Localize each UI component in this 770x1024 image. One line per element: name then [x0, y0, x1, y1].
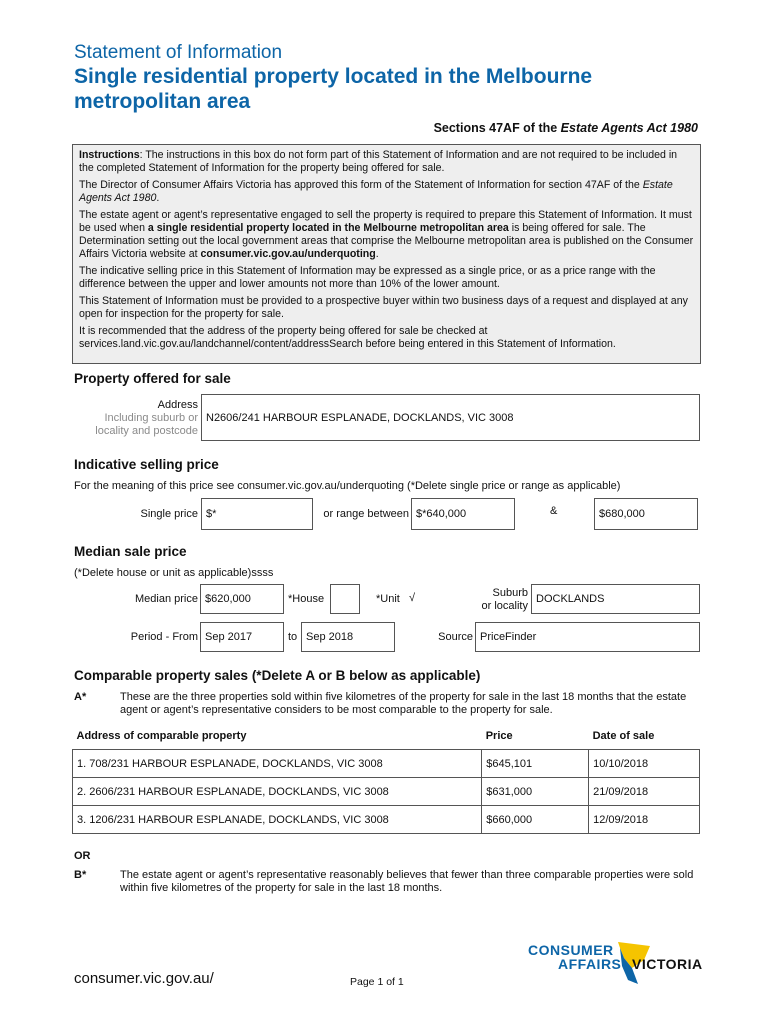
comparable-address-cell[interactable]: 2. 2606/231 HARBOUR ESPLANADE, DOCKLANDS, VIC 3008 [73, 778, 482, 806]
indicative-heading: Indicative selling price [74, 457, 219, 472]
comparable-address-cell[interactable]: 3. 1206/231 HARBOUR ESPLANADE, DOCKLANDS, VIC 3008 [73, 806, 482, 834]
instructions-p4: The indicative selling price in this Statement of Information may be expressed as a single price, or as a price range with the difference between the upper and lower amounts not more than 10% of the lower amount. [79, 265, 656, 290]
single-price-field[interactable]: $* [201, 498, 313, 530]
range-low-field[interactable]: $*640,000 [411, 498, 515, 530]
column-header: Date of sale [592, 730, 655, 742]
range-label: or range between [323, 508, 409, 520]
footer-url[interactable]: consumer.vic.gov.au/ [74, 970, 214, 987]
single-price-label: Single price [140, 508, 198, 520]
column-header: Price [485, 730, 513, 742]
source-field[interactable]: PriceFinder [475, 622, 700, 652]
period-from-label: Period - From [130, 631, 198, 643]
house-checkbox[interactable] [330, 584, 360, 614]
instructions-box [72, 144, 701, 364]
comparable-address-cell[interactable]: 1. 708/231 HARBOUR ESPLANADE, DOCKLANDS, VIC 3008 [73, 750, 482, 778]
period-to-field[interactable]: Sep 2018 [301, 622, 395, 652]
median-heading: Median sale price [74, 544, 187, 559]
unit-label: *Unit [376, 593, 400, 605]
column-header: Address of comparable property [76, 730, 247, 742]
comparable-date-cell[interactable]: 10/10/2018 [589, 750, 700, 778]
table-row [73, 806, 700, 834]
source-label: Source [438, 631, 473, 643]
period-to-label: to [288, 631, 298, 643]
form-title: Single residential property located in the Melbourne metropolitan area [74, 65, 593, 113]
underquoting-link[interactable]: consumer.vic.gov.au/underquoting [200, 248, 376, 260]
option-b-text: The estate agent or agent’s representative reasonably believes that fewer than three comparable properties were sold within five kilometres of the property for sale in the last 18 months. [120, 869, 694, 894]
comparable-table [72, 723, 700, 834]
range-ampersand: & [550, 505, 558, 517]
option-a-label: A* [74, 691, 87, 703]
property-heading: Property offered for sale [74, 371, 231, 386]
instructions-p5: This Statement of Information must be provided to a prospective buyer within two business days of a request and displayed at any open for inspection for the property for sale. [79, 295, 688, 320]
address-label: Address Including suburb or locality and postcode [95, 399, 198, 437]
form-subtitle: Statement of Information [74, 42, 283, 63]
comparable-heading: Comparable property sales (*Delete A or B below as applicable) [74, 668, 481, 683]
comparable-price-cell[interactable]: $645,101 [482, 750, 589, 778]
logo-line-victoria: VICTORIA [632, 956, 703, 972]
suburb-field[interactable]: DOCKLANDS [531, 584, 700, 614]
consumer-affairs-victoria-logo [528, 940, 704, 988]
comparable-header-row [73, 723, 700, 750]
period-from-field[interactable]: Sep 2017 [200, 622, 284, 652]
unit-check-mark[interactable]: √ [409, 592, 416, 604]
house-label: *House [288, 593, 325, 605]
sections-reference: Sections 47AF of the Estate Agents Act 1980 [433, 121, 698, 135]
logo-line-affairs: AFFAIRS [558, 956, 622, 972]
or-label: OR [74, 850, 91, 862]
median-note: (*Delete house or unit as applicable)ssss [74, 567, 274, 579]
comparable-date-cell[interactable]: 21/09/2018 [589, 778, 700, 806]
indicative-note: For the meaning of this price see consumer.vic.gov.au/underquoting (*Delete single price or range as applicable) [74, 480, 621, 492]
table-row [73, 750, 700, 778]
range-high-field[interactable]: $680,000 [594, 498, 698, 530]
comparable-price-cell[interactable]: $660,000 [482, 806, 589, 834]
instructions-p1: Instructions: The instructions in this box do not form part of this Statement of Information and are not required to be included in the completed Statement of Information for the property being offered for sale. [79, 149, 678, 174]
instructions-p2: The Director of Consumer Affairs Victoria has approved this form of the Statement of Information for section 47AF of the Estate Agents Act 1980. [79, 179, 673, 204]
page-number: Page 1 of 1 [350, 976, 404, 988]
table-row [73, 778, 700, 806]
option-a-text: These are the three properties sold within five kilometres of the property for sale in the last 18 months that the estate agent or agent’s representative considers to be most comparable to the property for sale. [120, 691, 687, 716]
comparable-price-cell[interactable]: $631,000 [482, 778, 589, 806]
suburb-label: Suburb or locality [481, 587, 528, 612]
median-price-field[interactable]: $620,000 [200, 584, 284, 614]
instructions-p3: The estate agent or agent’s representative engaged to sell the property is required to prepare this Statement of Information. It must be used when a single residential property located in the Melbourne metropolitan area is being offered for sale. The Determination setting out the local government areas that comprise the Melbourne metropolitan area is published on the Consumer Affairs Victoria website at consumer.vic.gov.au/underquoting. [79, 209, 694, 260]
option-b-label: B* [74, 869, 87, 881]
comparable-date-cell[interactable]: 12/09/2018 [589, 806, 700, 834]
logo-line-consumer: CONSUMER [528, 942, 614, 958]
median-price-label: Median price [135, 593, 198, 605]
instructions-p6: It is recommended that the address of the property being offered for sale be checked at services.land.vic.gov.au/landchannel/content/addressSearch before being entered in this Statement of Information. [79, 325, 616, 350]
address-field[interactable]: N2606/241 HARBOUR ESPLANADE, DOCKLANDS, VIC 3008 [201, 394, 700, 441]
